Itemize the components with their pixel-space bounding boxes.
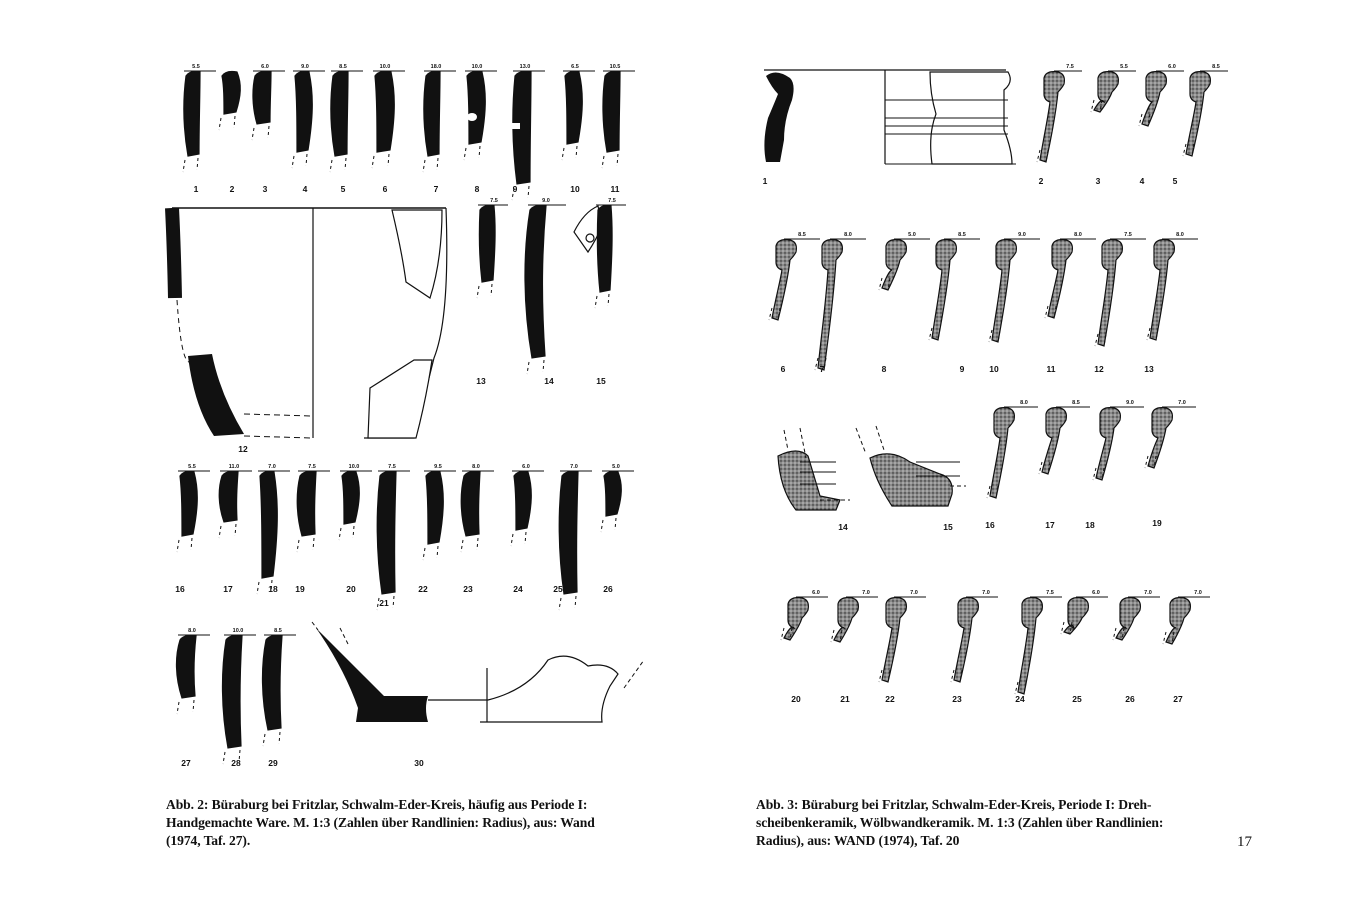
radius-label: 8.0 [1020, 400, 1028, 406]
sherd-number: 20 [346, 584, 356, 594]
radius-label: 8.0 [188, 628, 196, 634]
sherd-number: 15 [596, 376, 606, 386]
sherd-number: 23 [463, 584, 473, 594]
radius-label: 10.0 [471, 64, 483, 70]
dashed-continuation [388, 154, 389, 166]
dashed-continuation [177, 702, 179, 714]
dashed-continuation [617, 154, 618, 166]
sherd-number: 29 [268, 758, 278, 768]
radius-label: 7.5 [1046, 590, 1054, 596]
sherd-profile [176, 636, 196, 699]
sherd-number: 9 [512, 184, 518, 194]
radius-label: 5.5 [188, 464, 196, 470]
radius-label: 7.0 [862, 590, 870, 596]
dashed-continuation [177, 540, 179, 552]
dashed-continuation [437, 546, 438, 558]
sherd-number: 21 [840, 694, 850, 704]
sherd-number: 22 [418, 584, 428, 594]
radius-label: 13.0 [519, 64, 531, 70]
sherd-profile [565, 72, 582, 145]
radius-label: 6.0 [1168, 64, 1176, 70]
figure-2-drawings [172, 71, 644, 764]
rim-profile [1186, 72, 1210, 156]
sherd-number: 20 [791, 694, 801, 704]
figure-2-caption-line-1: Büraburg bei Fritzlar, Schwalm-Eder-Kreis, häufig aus Periode I: [211, 797, 588, 812]
dashed-continuation [197, 158, 198, 170]
sherd-number: 17 [1045, 520, 1055, 530]
sherd-profile [597, 206, 612, 293]
sherd-number: 10 [989, 364, 999, 374]
sherd-profile [467, 72, 485, 145]
radius-label: 7.0 [910, 590, 918, 596]
sherd-profile [514, 472, 531, 531]
dashed-continuation [279, 732, 280, 744]
dashed-continuation [527, 362, 529, 374]
sherd-number: 16 [175, 584, 185, 594]
radius-label: 5.0 [908, 232, 916, 238]
base-section [316, 628, 428, 722]
rim-profile [954, 598, 978, 682]
sherd-number: 25 [1072, 694, 1082, 704]
sherd-profile [375, 72, 394, 153]
rim-profile [772, 240, 796, 320]
sherd-number: 5 [340, 184, 346, 194]
sherd-number: 8 [881, 364, 887, 374]
rim-profile [834, 598, 858, 642]
sherd-number: 3 [1095, 176, 1101, 186]
radius-label: 11.0 [228, 464, 240, 470]
sherd-number: 9 [959, 364, 965, 374]
dashed-continuation [219, 118, 221, 130]
dashed-continuation [372, 156, 374, 168]
dashed-continuation [595, 296, 597, 308]
sherd-number: 22 [885, 694, 895, 704]
radius-label: 10.0 [379, 64, 391, 70]
dashed-continuation [193, 700, 194, 712]
sherd-number: 2 [229, 184, 235, 194]
sherd-number: 28 [231, 758, 241, 768]
sherd-profile [559, 472, 578, 595]
dashed-continuation [602, 156, 604, 168]
sherd-profile [295, 72, 312, 153]
radius-label: 9.0 [301, 64, 309, 70]
dashed-continuation [252, 128, 254, 140]
dashed-continuation [423, 548, 425, 560]
dashed-continuation [525, 532, 526, 544]
sherd-number: 11 [610, 184, 620, 194]
radius-label: 7.5 [1066, 64, 1074, 70]
rim-profile [1098, 240, 1122, 346]
radius-label: 9.0 [542, 198, 550, 204]
figure-2-caption-line-2: Handgemachte Ware. M. 1:3 (Zahlen über Randlinien: Radius), aus: Wand [166, 815, 595, 830]
inclusion [467, 113, 477, 121]
sherd-number: 17 [223, 584, 233, 594]
figure-3-caption-line-3: Radius), aus: WAND (1974), Taf. 20 [756, 833, 960, 848]
dashed-continuation [223, 752, 225, 764]
dashed-continuation [191, 538, 192, 550]
radius-label: 8.0 [1074, 232, 1082, 238]
rim-profile [818, 240, 842, 370]
rim-profile [1116, 598, 1140, 640]
figure-3-drawings [764, 70, 1228, 694]
sherd-profile [426, 472, 443, 545]
sherd-number: 6 [382, 184, 388, 194]
sherd-profile [184, 72, 200, 157]
rim-profile [882, 240, 906, 290]
sherd-profile [222, 636, 242, 749]
radius-label: 7.0 [1178, 400, 1186, 406]
dashed-continuation [491, 284, 492, 296]
sherd-number: 13 [1144, 364, 1154, 374]
sherd-profile [222, 72, 240, 115]
radius-label: 6.0 [1092, 590, 1100, 596]
dashed-continuation [313, 538, 314, 550]
rim-section [764, 72, 793, 162]
dashed-continuation [511, 534, 513, 546]
sherd-profile [180, 472, 197, 537]
dashed-continuation [477, 286, 479, 298]
radius-label: 7.5 [490, 198, 498, 204]
radius-label: 7.0 [1144, 590, 1152, 596]
radius-label: 8.5 [1072, 400, 1080, 406]
rim-profile [1018, 598, 1042, 694]
radius-label: 9.0 [1018, 232, 1026, 238]
radius-label: 8.0 [472, 464, 480, 470]
dashed-continuation [575, 596, 576, 608]
sherd-number: 4 [302, 184, 308, 194]
radius-label: 18.0 [430, 64, 442, 70]
sherd-number: 18 [268, 584, 278, 594]
rim-profile [990, 408, 1014, 498]
sherd-number: 12 [238, 444, 248, 454]
sherd-number: 1 [193, 184, 199, 194]
dashed-continuation [257, 582, 259, 594]
radius-label: 10.0 [232, 628, 244, 634]
rim-profile [1042, 408, 1066, 474]
dashed-continuation [353, 526, 354, 538]
figure-2-caption-line-3: (1974, Taf. 27). [166, 833, 251, 848]
dashed-continuation [543, 360, 544, 372]
sherd-number: 14 [544, 376, 554, 386]
radius-label: 8.5 [798, 232, 806, 238]
rim-profile [1040, 72, 1064, 162]
sherd-profile [424, 72, 440, 157]
sherd-profile [262, 636, 282, 731]
dashed-continuation [479, 146, 480, 158]
rim-profile [1064, 598, 1088, 634]
vessel-reconstruction [177, 300, 189, 362]
radius-label: 10.5 [609, 64, 621, 70]
rim-profile [1150, 240, 1174, 340]
dashed-continuation [330, 160, 332, 172]
sherd-number: 16 [985, 520, 995, 530]
dashed-continuation [464, 148, 466, 160]
rim-profile [1094, 72, 1118, 112]
dashed-continuation [219, 526, 221, 538]
dashed-continuation [615, 518, 616, 530]
sherd-number: 7 [433, 184, 439, 194]
sherd-number: 15 [943, 522, 953, 532]
dashed-continuation [423, 160, 425, 172]
dashed-continuation [437, 158, 438, 170]
sherd-profile [253, 72, 271, 125]
dashed-continuation [339, 528, 341, 540]
dashed-continuation [562, 148, 564, 160]
radius-label: 6.5 [571, 64, 579, 70]
sherd-fragment [392, 210, 442, 298]
rim-profile [992, 240, 1016, 342]
rim-profile [932, 240, 956, 340]
radius-label: 5.0 [612, 464, 620, 470]
radius-label: 7.5 [1124, 232, 1132, 238]
dashed-continuation [608, 294, 609, 306]
radius-label: 7.0 [1194, 590, 1202, 596]
sherd-number: 5 [1172, 176, 1178, 186]
vessel-base-line [244, 414, 312, 438]
sherd-profile [297, 472, 316, 537]
radius-label: 8.5 [274, 628, 282, 634]
sherd-number: 7 [819, 364, 825, 374]
figure-2-caption [166, 796, 646, 850]
sherd-fragment [368, 360, 432, 438]
dashed-continuation [292, 156, 294, 168]
sherd-number: 18 [1085, 520, 1095, 530]
sherd-number: 19 [295, 584, 305, 594]
radius-label: 7.5 [388, 464, 396, 470]
figure-3-caption-line-2: scheibenkeramik, Wölbwandkeramik. M. 1:3 (Zahlen über Randlinien: [756, 815, 1164, 830]
radius-label: 10.0 [348, 464, 360, 470]
rim-profile [882, 598, 906, 682]
sherd-profile [525, 206, 546, 359]
sherd-number: 8 [474, 184, 480, 194]
dashed-continuation [393, 596, 394, 608]
dashed-continuation [559, 598, 561, 610]
dashed-continuation [297, 540, 299, 552]
sherd-number: 27 [1173, 694, 1183, 704]
dashed-continuation [268, 126, 269, 138]
sherd-number: 19 [1152, 518, 1162, 528]
dashed-continuation [477, 538, 478, 550]
sherd-number: 4 [1139, 176, 1145, 186]
rim-profile [1166, 598, 1190, 644]
radius-label: 6.0 [522, 464, 530, 470]
sherd-profile [331, 72, 348, 157]
sherd-number: 10 [570, 184, 580, 194]
radius-label: 7.0 [268, 464, 276, 470]
sherd-profile [479, 206, 495, 283]
sherd-number: 14 [838, 522, 848, 532]
rim-profile [1096, 408, 1120, 480]
dashed-continuation [263, 734, 265, 746]
sherd-number: 26 [1125, 694, 1135, 704]
dashed-continuation [234, 116, 235, 128]
rim-profile [784, 598, 808, 640]
radius-label: 7.5 [608, 198, 616, 204]
radius-label: 5.5 [1120, 64, 1128, 70]
radius-label: 9.0 [1126, 400, 1134, 406]
radius-label: 8.5 [1212, 64, 1220, 70]
vessel-wall-section [172, 208, 175, 298]
figure-3-caption [756, 796, 1206, 850]
radius-label: 7.5 [308, 464, 316, 470]
base-section [778, 451, 840, 510]
figure-3-caption-line-1: Büraburg bei Fritzlar, Schwalm-Eder-Kreis, Periode I: Dreh- [801, 797, 1152, 812]
sherd-profile [604, 472, 621, 517]
sherd-profile [461, 472, 480, 537]
dashed-continuation [306, 154, 307, 166]
radius-label: 5.5 [192, 64, 200, 70]
rim-profile [1048, 240, 1072, 318]
rim-profile [1142, 72, 1166, 126]
figure-3-label: Abb. 3: [756, 797, 799, 812]
radius-label: 7.0 [982, 590, 990, 596]
rim-profile [1148, 408, 1172, 468]
radius-label: 8.5 [958, 232, 966, 238]
sherd-profile [377, 472, 396, 595]
dashed-continuation [528, 186, 529, 198]
dashed-continuation [183, 160, 185, 172]
sherd-profile [219, 472, 238, 523]
sherd-number: 24 [1015, 694, 1025, 704]
vessel-base-section [188, 354, 244, 436]
radius-label: 7.0 [570, 464, 578, 470]
sherd-number: 11 [1046, 364, 1056, 374]
sherd-number: 23 [952, 694, 962, 704]
page-number: 17 [1237, 834, 1252, 850]
dashed-continuation [601, 520, 603, 532]
dashed-continuation [235, 524, 236, 536]
sherd-number: 30 [414, 758, 424, 768]
radius-label: 8.0 [1176, 232, 1184, 238]
sherd-number: 6 [780, 364, 786, 374]
sherd-number: 24 [513, 584, 523, 594]
sherd-number: 26 [603, 584, 613, 594]
sherd-number: 12 [1094, 364, 1104, 374]
sherd-profile [260, 472, 277, 579]
sherd-profile [603, 72, 620, 153]
dashed-continuation [461, 540, 463, 552]
inclusion [508, 123, 520, 129]
sherd-number: 25 [553, 584, 563, 594]
sherd-number: 27 [181, 758, 191, 768]
sherd-number: 21 [379, 598, 389, 608]
radius-label: 8.0 [844, 232, 852, 238]
radius-label: 6.0 [812, 590, 820, 596]
sherd-profile [342, 472, 359, 525]
base-outline [428, 656, 618, 722]
sherd-number: 3 [262, 184, 268, 194]
radius-label: 9.5 [434, 464, 442, 470]
figure-2-label: Abb. 2: [166, 797, 209, 812]
sherd-number: 2 [1038, 176, 1044, 186]
radius-label: 6.0 [261, 64, 269, 70]
sherd-number: 13 [476, 376, 486, 386]
dashed-continuation [345, 158, 346, 170]
radius-label: 8.5 [339, 64, 347, 70]
sherd-number: 1 [762, 176, 768, 186]
dashed-continuation [576, 146, 577, 158]
